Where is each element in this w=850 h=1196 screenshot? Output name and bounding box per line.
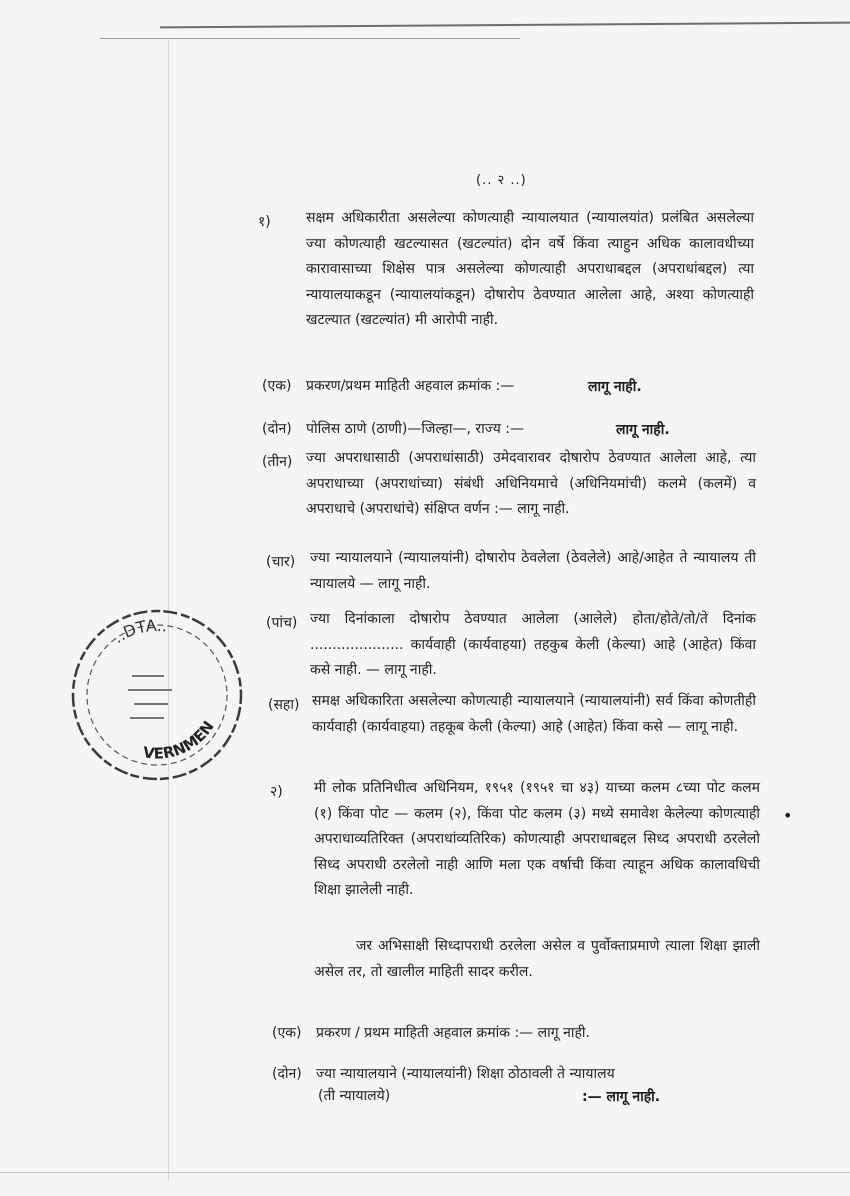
page-bottom-edge	[0, 1172, 850, 1173]
item1-2-status: लागू नाही.	[616, 422, 670, 438]
para2-text: मी लोक प्रतिनिधीत्व अधिनियम, १९५१ (१९५१ चा ४३) याच्या कलम ८च्या पोट कलम (१) किंवा पोट — कलम (२), किंवा पोट कलम (३) मध्ये समावेश केलेल्या कोणत्याही अपराधाव्यतिरिक्त (अपराधांव्यतिरिक) कोणत्याही अपराधाबद्दल सिध्द अपराधी ठरलेलो सिध्द अपराधी ठरलेलो नाही आणि मला एक वर्षाची किंवा त्याहून अधिक कालावधिची शिक्षा झालेली नाही.	[314, 780, 760, 898]
item1-3-marker: (तीन)	[262, 454, 293, 470]
item1-2-text: पोलिस ठाणे (ठाणी)—जिल्हा—, राज्य :—	[306, 421, 525, 437]
para2-number: २)	[270, 784, 283, 800]
item2-2-text: ज्या न्यायालयाने (न्यायालयांनी) शिक्षा ठोठावली ते न्यायालय	[316, 1066, 615, 1082]
item1-6-marker: (सहा)	[268, 697, 300, 713]
item1-6-text: समक्ष अधिकारिता असलेल्या कोणत्याही न्यायालयाने (न्यायालयांनी) सर्व किंवा कोणतीही कार्यवाही (कार्यवाहया) तहकूब केली (केल्या) आहे (आहेत) किंवा कसे — लागू नाही.	[312, 693, 756, 735]
item1-5-marker: (पांच)	[266, 615, 298, 631]
item2-1-marker: (एक)	[272, 1025, 302, 1041]
item2-2-text-b: (ती न्यायालये)	[318, 1088, 391, 1104]
para1-text: सक्षम अधिकारीता असलेल्या कोणत्याही न्यायालयात (न्यायालयांत) प्रलंबित असलेल्या ज्या कोणत्याही खटल्यासत (खटल्यांत) दोन वर्षे किंवा त्याहुन अधिक कालावधीच्या कारावासाच्या शिक्षेस पात्र असलेल्या कोणत्याही अपराधाबद्दल (अपराधांबद्दल) त्या न्यायालयाकडून (न्यायालयांकडून) दोषारोप ठेवण्यात आलेला आहे, अश्या कोणत्याही खटल्यात (खटल्यांत) मी आरोपी नाही.	[306, 210, 754, 328]
page-top-edge	[160, 22, 850, 29]
item1-1-text: प्रकरण/प्रथम माहिती अहवाल क्रमांक :—	[306, 378, 515, 394]
item1-5-text: ज्या दिनांकाला दोषारोप ठेवण्यात आलेला (आलेले) होता/होते/तो/ते दिनांक ..................... कार्यवाही (कार्यवाहया) तहकुब केली (केल्या) आहे (आहेत) किंवा कसे नाही. — लागू नाही.	[310, 611, 756, 678]
item1-1-marker: (एक)	[262, 378, 292, 394]
item2-1-text: प्रकरण / प्रथम माहिती अहवाल क्रमांक :— लागू नाही.	[316, 1025, 590, 1041]
stamp-center-marks	[128, 676, 172, 718]
official-stamp	[68, 606, 246, 784]
stamp-bottom-text: VERNMEN	[141, 717, 218, 763]
item1-4-text: ज्या न्यायालयाने (न्यायालयांनी) दोषारोप ठेवलेला (ठेवलेले) आहे/आहेत ते न्यायालय ती न्यायालये — लागू नाही.	[310, 550, 756, 592]
stamp-top-text: ..DTA..	[109, 615, 169, 648]
item2-2-status: :— लागू नाही.	[582, 1089, 661, 1105]
item1-1-status: लागू नाही.	[588, 379, 642, 395]
item1-3-text: ज्या अपराधासाठी (अपराधांसाठी) उमेदवारावर दोषारोप ठेवण्यात आलेला आहे, त्या अपराधाच्या (अपराधांच्या) संबंधी अधिनियमाचे (अधिनियमांची) कलमे (कलमें) व अपराधाचे (अपराधांचे) संक्षिप्त वर्णन :— लागू नाही.	[306, 450, 756, 517]
page-number: (.. २ ..)	[476, 173, 527, 188]
speck-mark: •	[783, 806, 793, 825]
page-top-edge-shadow	[100, 38, 520, 39]
para1-number: १)	[258, 214, 271, 230]
item2-2-marker: (दोन)	[272, 1066, 302, 1082]
para2-text2: जर अभिसाक्षी सिध्दापराधी ठरलेला असेल व पुर्वोक्ताप्रमाणे त्याला शिक्षा झाली असेल तर, तो खालील माहिती सादर करील.	[314, 938, 760, 980]
item1-2-marker: (दोन)	[262, 421, 292, 437]
item1-4-marker: (चार)	[266, 554, 296, 570]
